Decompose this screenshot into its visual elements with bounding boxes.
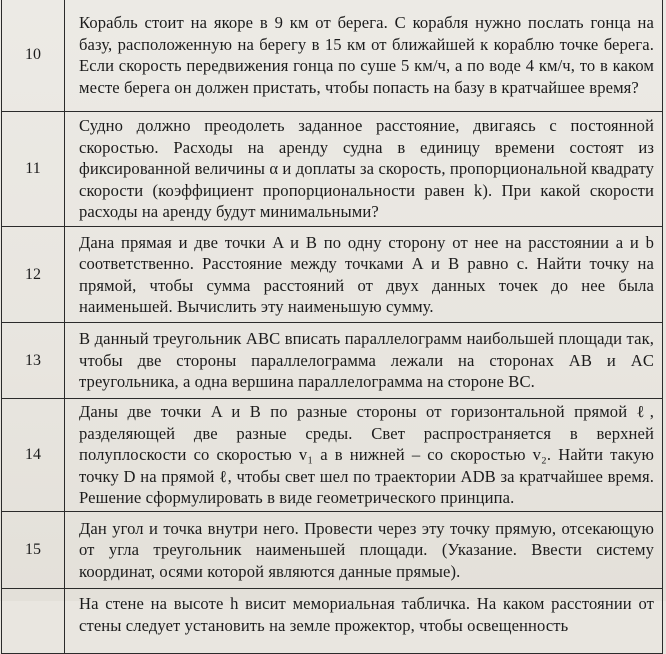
task-text: Дан угол и точка внутри него. Провести через эту точку прямую, отсекающую от угла треугольник наименьшей площади. (Указание. Ввести систему координат, осями которой являются данные прямые). xyxy=(65,512,663,589)
task-text: На стене на высоте h висит мемориальная табличка. На каком расстоянии от стены следует установить на земле прожектор, чтобы освещенность xyxy=(65,589,663,654)
table-row xyxy=(2,512,663,589)
task-text: Дана прямая и две точки A и B по одну сторону от нее на расстоянии a и b соответственно. Расстояние между точками A и B равно c. Найти точку на прямой, чтобы сумма расстояний от двух данных точек до нее была наименьшей. Вычислить эту наименьшую сумму. xyxy=(65,227,663,323)
task-number: 14 xyxy=(2,399,65,512)
table-row xyxy=(2,0,663,112)
tasks-table xyxy=(1,0,663,654)
table-row xyxy=(2,399,663,512)
task-text: Даны две точки A и B по разные стороны от горизонтальной прямой ℓ, разделяющей две разные среды. Свет распространяется в верхней полуплоскости со скоростью v₁ а в нижней – со скоростью v₂. Найти такую точку D на прямой ℓ, чтобы свет шел по траектории ADB за кратчайшее время. Решение сформулировать в виде геометрического принципа. xyxy=(65,399,663,512)
task-number: 10 xyxy=(2,0,65,112)
task-number xyxy=(2,589,65,654)
task-number: 12 xyxy=(2,227,65,323)
task-number: 11 xyxy=(2,112,65,227)
task-text: В данный треугольник ABC вписать параллелограмм наибольшей площади так, чтобы две стороны параллелограмма лежали на сторонах AB и AC треугольника, а одна вершина параллелограмма на стороне BC. xyxy=(65,323,663,399)
task-number: 15 xyxy=(2,512,65,589)
table-row xyxy=(2,112,663,227)
table-row xyxy=(2,323,663,399)
task-text: Корабль стоит на якоре в 9 км от берега. С корабля нужно послать гонца на базу, расположенную на берегу в 15 км от ближайшей к кораблю точке берега. Если скорость передвижения гонца по суше 5 км/ч, а по воде 4 км/ч, то в каком месте берега он должен пристать, чтобы попасть на базу в кратчайшее время? xyxy=(65,0,663,112)
task-text: Судно должно преодолеть заданное расстояние, двигаясь с постоянной скоростью. Расходы на аренду судна в единицу времени состоят из фиксированной величины α и доплаты за скорость, пропорциональной квадрату скорости (коэффициент пропорциональности равен k). При какой скорости расходы на аренду будут минимальными? xyxy=(65,112,663,227)
table-row xyxy=(2,227,663,323)
task-number: 13 xyxy=(2,323,65,399)
table-row xyxy=(2,589,663,654)
